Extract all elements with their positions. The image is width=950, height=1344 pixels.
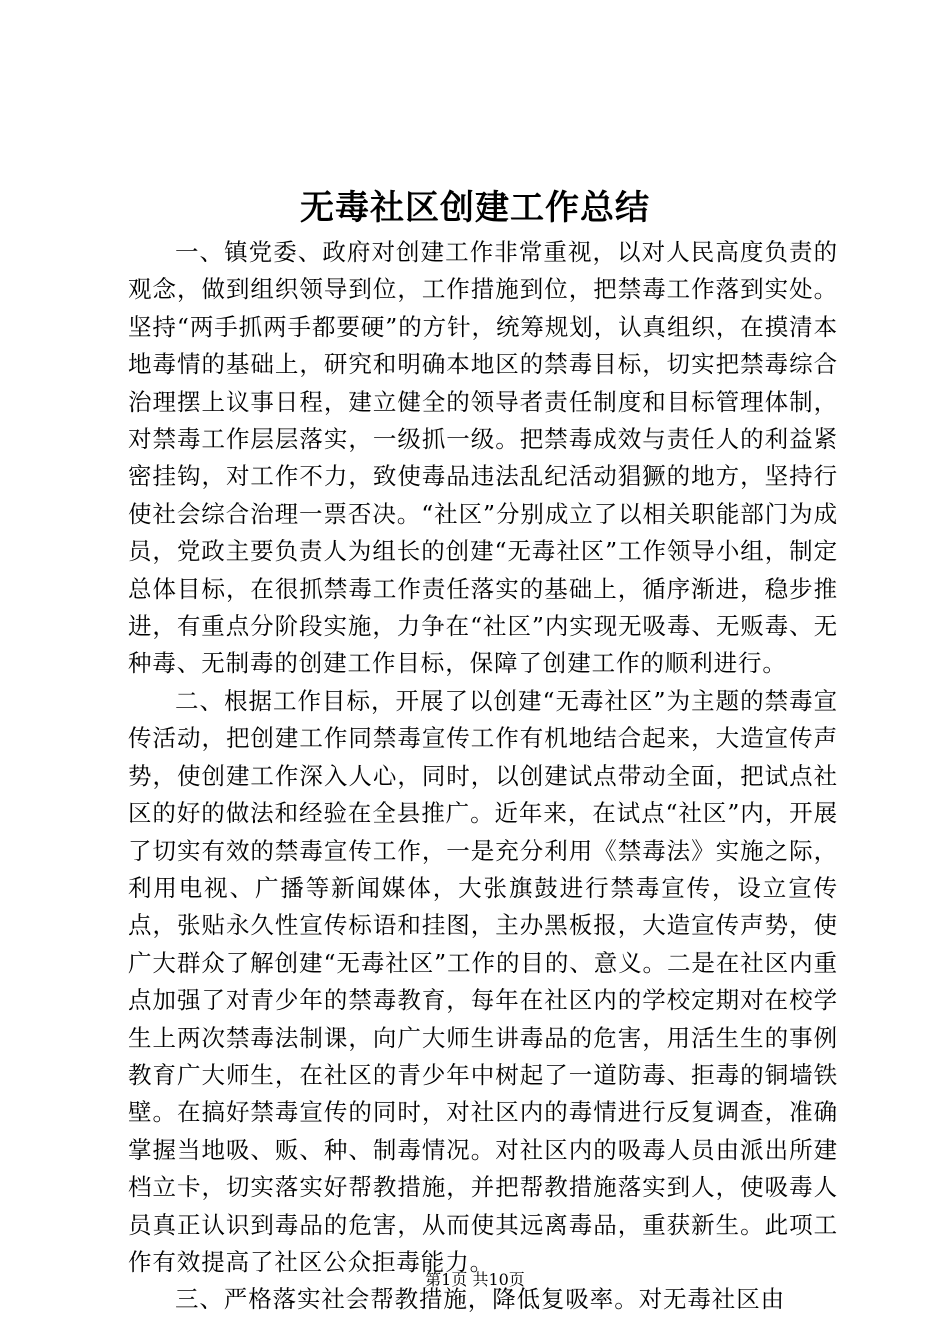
paragraph-2: 二、根据工作目标，开展了以创建“无毒社区”为主题的禁毒宣传活动，把创建工作同禁毒宣传工作有机地结合起来，大造宣传声势，使创建工作深入人心，同时，以创建试点带动全面，把试点社区的好的做法和经验在全县推广。近年来，在试点“社区”内，开展了切实有效的禁毒宣传工作，一是充分利用《禁毒法》实施之际，利用电视、广播等新闻媒体，大张旗鼓进行禁毒宣传，设立宣传点，张贴永久性宣传标语和挂图，主办黑板报，大造宣传声势，使广大群众了解创建“无毒社区”工作的目的、意义。二是在社区内重点加强了对青少年的禁毒教育，每年在社区内的学校定期对在校学生上两次禁毒法制课，向广大师生讲毒品的危害，用活生生的事例教育广大师生，在社区的青少年中树起了一道防毒、拒毒的铜墙铁壁。在搞好禁毒宣传的同时，对社区内的毒情进行反复调查，准确掌握当地吸、贩、种、制毒情况。对社区内的吸毒人员由派出所建档立卡，切实落实好帮教措施，并把帮教措施落实到人，使吸毒人员真正认识到毒品的危害，从而使其远离毒品，重获新生。此项工作有效提高了社区公众拒毒能力。: [128, 686, 838, 1276]
document-body: [128, 234, 838, 1319]
document-title: 无毒社区创建工作总结: [300, 188, 650, 228]
paragraph-3: 三、严格落实社会帮教措施，降低复吸率。对无毒社区由: [175, 1285, 785, 1314]
page-footer: 第1页 共10页: [425, 1270, 525, 1289]
paragraph-1: 一、镇党委、政府对创建工作非常重视，以对人民高度负责的观念，做到组织领导到位，工作措施到位，把禁毒工作落到实处。坚持“两手抓两手都要硬”的方针，统筹规划，认真组织，在摸清本地毒情的基础上，研究和明确本地区的禁毒目标，切实把禁毒综合治理摆上议事日程，建立健全的领导者责任制度和目标管理体制，对禁毒工作层层落实，一级抓一级。把禁毒成效与责任人的利益紧密挂钩，对工作不力，致使毒品违法乱纪活动猖獗的地方，坚持行使社会综合治理一票否决。“社区”分别成立了以相关职能部门为成员，党政主要负责人为组长的创建“无毒社区”工作领导小组，制定总体目标，在很抓禁毒工作责任落实的基础上，循序渐进，稳步推进，有重点分阶段实施，力争在“社区”内实现无吸毒、无贩毒、无种毒、无制毒的创建工作目标，保障了创建工作的顺利进行。: [128, 238, 838, 678]
